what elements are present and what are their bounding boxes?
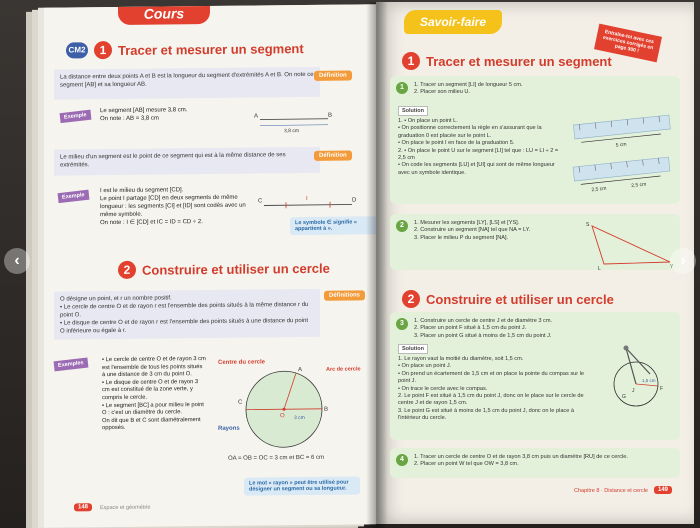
exercise-4-statement xyxy=(414,454,664,469)
definition-text: La distance entre deux points A et B est la longueur du segment d'extrémités A et B. On note ce segment [AB] et sa longueur AB. xyxy=(60,71,314,89)
length-label: 3,8 cm xyxy=(284,128,300,135)
page-footer: Espace et géométrie xyxy=(100,504,151,512)
solution-line: 3. Le point G est situé à moins de 1,5 cm du point J, donc on le place à l'intérieur du cercle. xyxy=(398,407,574,422)
solution-line: 2. Le point F est situé à 1,5 cm du point J, donc on le place sur le cercle de centre J et de rayon 1,5 cm. xyxy=(398,393,584,407)
a-label: A xyxy=(298,367,303,374)
point-c-label: C xyxy=(258,198,263,205)
exercise-line: 1. Construire un cercle de centre J et de diamètre 3 cm. xyxy=(414,318,553,324)
rayon-note: Le mot « rayon » peut être utilisé pour désigner un segment ou sa longueur. xyxy=(244,476,360,495)
left-page xyxy=(44,4,376,527)
centre-label: Centre du cercle xyxy=(218,359,266,366)
ruler-figures xyxy=(570,112,674,202)
example-line: • Le segment [BC] a pour milieu le point O : c'est un diamètre du cercle. xyxy=(102,401,204,417)
o-label: O xyxy=(280,413,285,420)
radius-equation: OA = OB = OC = 3 cm et BC = 6 cm xyxy=(228,454,325,462)
savoir-faire-banner: Savoir-faire xyxy=(404,10,502,34)
circle-figure xyxy=(214,354,364,476)
definition-tag: Définitions xyxy=(324,290,365,300)
definition-tag: Définition xyxy=(314,71,352,81)
definition-box-distance xyxy=(54,67,320,100)
example-line: I est le milieu du segment [CD]. xyxy=(100,187,184,195)
chevron-right-icon: › xyxy=(680,252,686,269)
definition-box-cercle xyxy=(54,289,320,340)
arc-label: Arc de cercle xyxy=(326,366,361,373)
page-number: 148 xyxy=(74,503,92,511)
exercise-line: 3. Placer un point G situé à moins de 1,5 cm du point J. xyxy=(414,332,552,339)
point-g-label: G xyxy=(622,394,626,400)
solution-line: • On prend un écartement de 1,5 cm et on place la pointe du compas sur le point J. xyxy=(398,370,585,385)
ruler1-length: 5 cm xyxy=(615,141,627,149)
section-number: 2 xyxy=(118,261,136,279)
solution-line: 2. • On place le point U sur le segment [LI] tel que : LU = LI ÷ 2 = 2,5 cm xyxy=(398,147,559,162)
right-section-2-header xyxy=(402,290,614,308)
example-line: On note : I ∈ [CD] et IC = ID = CD ÷ 2. xyxy=(100,219,203,227)
example-line: Le segment [AB] mesure 3,8 cm. xyxy=(100,107,188,115)
exercise-1-solution xyxy=(398,118,566,177)
right-page xyxy=(376,2,694,524)
segment-ab-figure xyxy=(254,109,334,136)
solution-line: 1. Le rayon vaut la moitié du diamètre, soit 1,5 cm. xyxy=(398,356,524,362)
solution-line: • On trace le cercle avec le compas. xyxy=(398,385,488,392)
section-title: Tracer et mesurer un segment xyxy=(426,53,612,69)
cours-tab: Cours xyxy=(118,4,210,25)
b-label: B xyxy=(324,406,329,413)
left-section-2-header xyxy=(118,259,330,279)
example-line: • Le disque de centre O et de rayon 3 cm est constitué de la zone verte, y compris le cercle. xyxy=(102,378,199,402)
exercise-line: 2. Placer son milieu U. xyxy=(414,89,470,96)
definition-box-milieu xyxy=(54,147,320,176)
exercise-line: 2. Placer un point W tel que OW = 3,8 cm. xyxy=(414,461,519,468)
page-number: 149 xyxy=(654,486,672,494)
point-y-label: Y xyxy=(670,264,674,270)
definition-text: Le milieu d'un segment est le point de ce segment qui est à la même distance de ses extrémités. xyxy=(60,152,286,169)
point-b-label: B xyxy=(328,112,333,119)
section-number: 1 xyxy=(94,41,112,59)
previous-image-button[interactable] xyxy=(4,248,30,274)
example-3 xyxy=(102,356,206,433)
exercise-line: 2. Placer un point F situé à 1,5 cm du point J. xyxy=(414,325,527,332)
solution-line: • On positionne correctement la règle en s'assurant que la graduation 0 est placée sur le point L. xyxy=(398,125,542,139)
cm2-badge: CM2 xyxy=(66,42,88,58)
section-title: Construire et utiliser un cercle xyxy=(426,291,614,307)
left-section-1-header xyxy=(66,39,304,59)
section-title: Construire et utiliser un cercle xyxy=(142,260,330,278)
solution-line: • On place le point I en face de la graduation 5. xyxy=(398,140,515,147)
solution-tag: Solution xyxy=(398,106,428,116)
point-s-label: S xyxy=(586,222,590,228)
page-footer: Chapitre 8 · Distance et cercle xyxy=(574,488,648,494)
rayons-label: Rayons xyxy=(218,425,240,432)
definition-line: • Le disque de centre O et de rayon r est l'ensemble des points situés à une distance du point O inférieure ou égale à r. xyxy=(60,317,309,335)
exercise-number: 4 xyxy=(396,454,408,466)
compass-circle-figure xyxy=(598,338,678,418)
definition-line: • Le cercle de centre O et de rayon r est l'ensemble des points situés à la même distance r du point O. xyxy=(60,301,309,319)
symbol-note: Le symbole ∈ signifie « appartient à ». xyxy=(290,216,376,235)
exercise-line: 1. Tracer un cercle de centre O et de rayon 3,8 cm puis un diamètre [RU] de ce cercle. xyxy=(414,454,628,460)
exercise-number: 2 xyxy=(396,220,408,232)
exercise-number: 1 xyxy=(396,82,408,94)
section-number: 2 xyxy=(402,290,420,308)
exercise-line: 1. Mesurer les segments [LY], [LS] et [YS]. xyxy=(414,220,520,226)
example-tag: Exemples xyxy=(54,358,89,372)
segment-cd-figure xyxy=(258,190,358,217)
exercise-1-statement xyxy=(414,82,574,97)
chevron-left-icon: ‹ xyxy=(14,252,20,269)
point-d-label: D xyxy=(352,197,357,204)
solution-tag: Solution xyxy=(398,344,428,354)
point-i-label: I xyxy=(306,195,308,202)
example-tag: Exemple xyxy=(58,190,90,203)
example-line: • Le cercle de centre O et de rayon 3 cm est l'ensemble de tous les points situés à une distance de 3 cm du point O. xyxy=(102,356,206,379)
radius-label: 3 cm xyxy=(294,415,305,422)
definition-tag: Définition xyxy=(314,151,352,161)
solution-line: • On code les segments [LU] et [UI] qui sont de même longueur avec un symbole identique. xyxy=(398,162,555,176)
point-f-label: F xyxy=(660,386,664,392)
point-j-label: J xyxy=(632,388,635,394)
solution-line: 1. • On place un point L. xyxy=(398,118,458,124)
radius-label: 1,5 cm xyxy=(642,378,656,383)
example-line: On dit que B et C sont diamétralement opposés. xyxy=(102,416,201,432)
example-2 xyxy=(100,186,250,228)
solution-line: • On place un point J. xyxy=(398,363,452,370)
example-1 xyxy=(100,106,230,123)
section-title: Tracer et mesurer un segment xyxy=(118,40,304,58)
ruler2-length-a: 2,5 cm xyxy=(591,185,607,194)
example-line: On note : AB = 3,8 cm xyxy=(100,115,159,123)
example-line: Le point I partage [CD] en deux segments de même longueur : les segments [CI] et [ID] sont codés avec un même symbole. xyxy=(100,194,246,219)
exercise-line: 2. Construire un segment [NA] tel que NA = LY. xyxy=(414,227,531,234)
exercise-line: 1. Tracer un segment [LI] de longueur 5 cm. xyxy=(414,82,523,88)
section-number: 1 xyxy=(402,52,420,70)
point-a-label: A xyxy=(254,113,259,120)
c-label: C xyxy=(238,399,243,406)
right-section-1-header xyxy=(402,52,612,70)
exercise-2-statement xyxy=(414,220,584,242)
exercise-3-statement xyxy=(414,318,604,340)
exercise-number: 3 xyxy=(396,318,408,330)
book-spine xyxy=(366,2,388,528)
triangle-figure xyxy=(586,220,676,270)
exercise-3-solution xyxy=(398,356,594,423)
open-textbook xyxy=(18,2,682,528)
ruler2-length-b: 2,5 cm xyxy=(631,181,647,190)
next-image-button[interactable] xyxy=(670,248,696,274)
exercises-badge: Entraîne-toi avec ces exercices corrigés en page 300 ! xyxy=(594,24,662,63)
example-tag: Exemple xyxy=(60,110,92,123)
point-l-label: L xyxy=(598,266,601,270)
exercise-line: 3. Placer le milieu P du segment [NA]. xyxy=(414,234,509,241)
definition-line: O désigne un point, et r un nombre positif. xyxy=(60,295,172,303)
